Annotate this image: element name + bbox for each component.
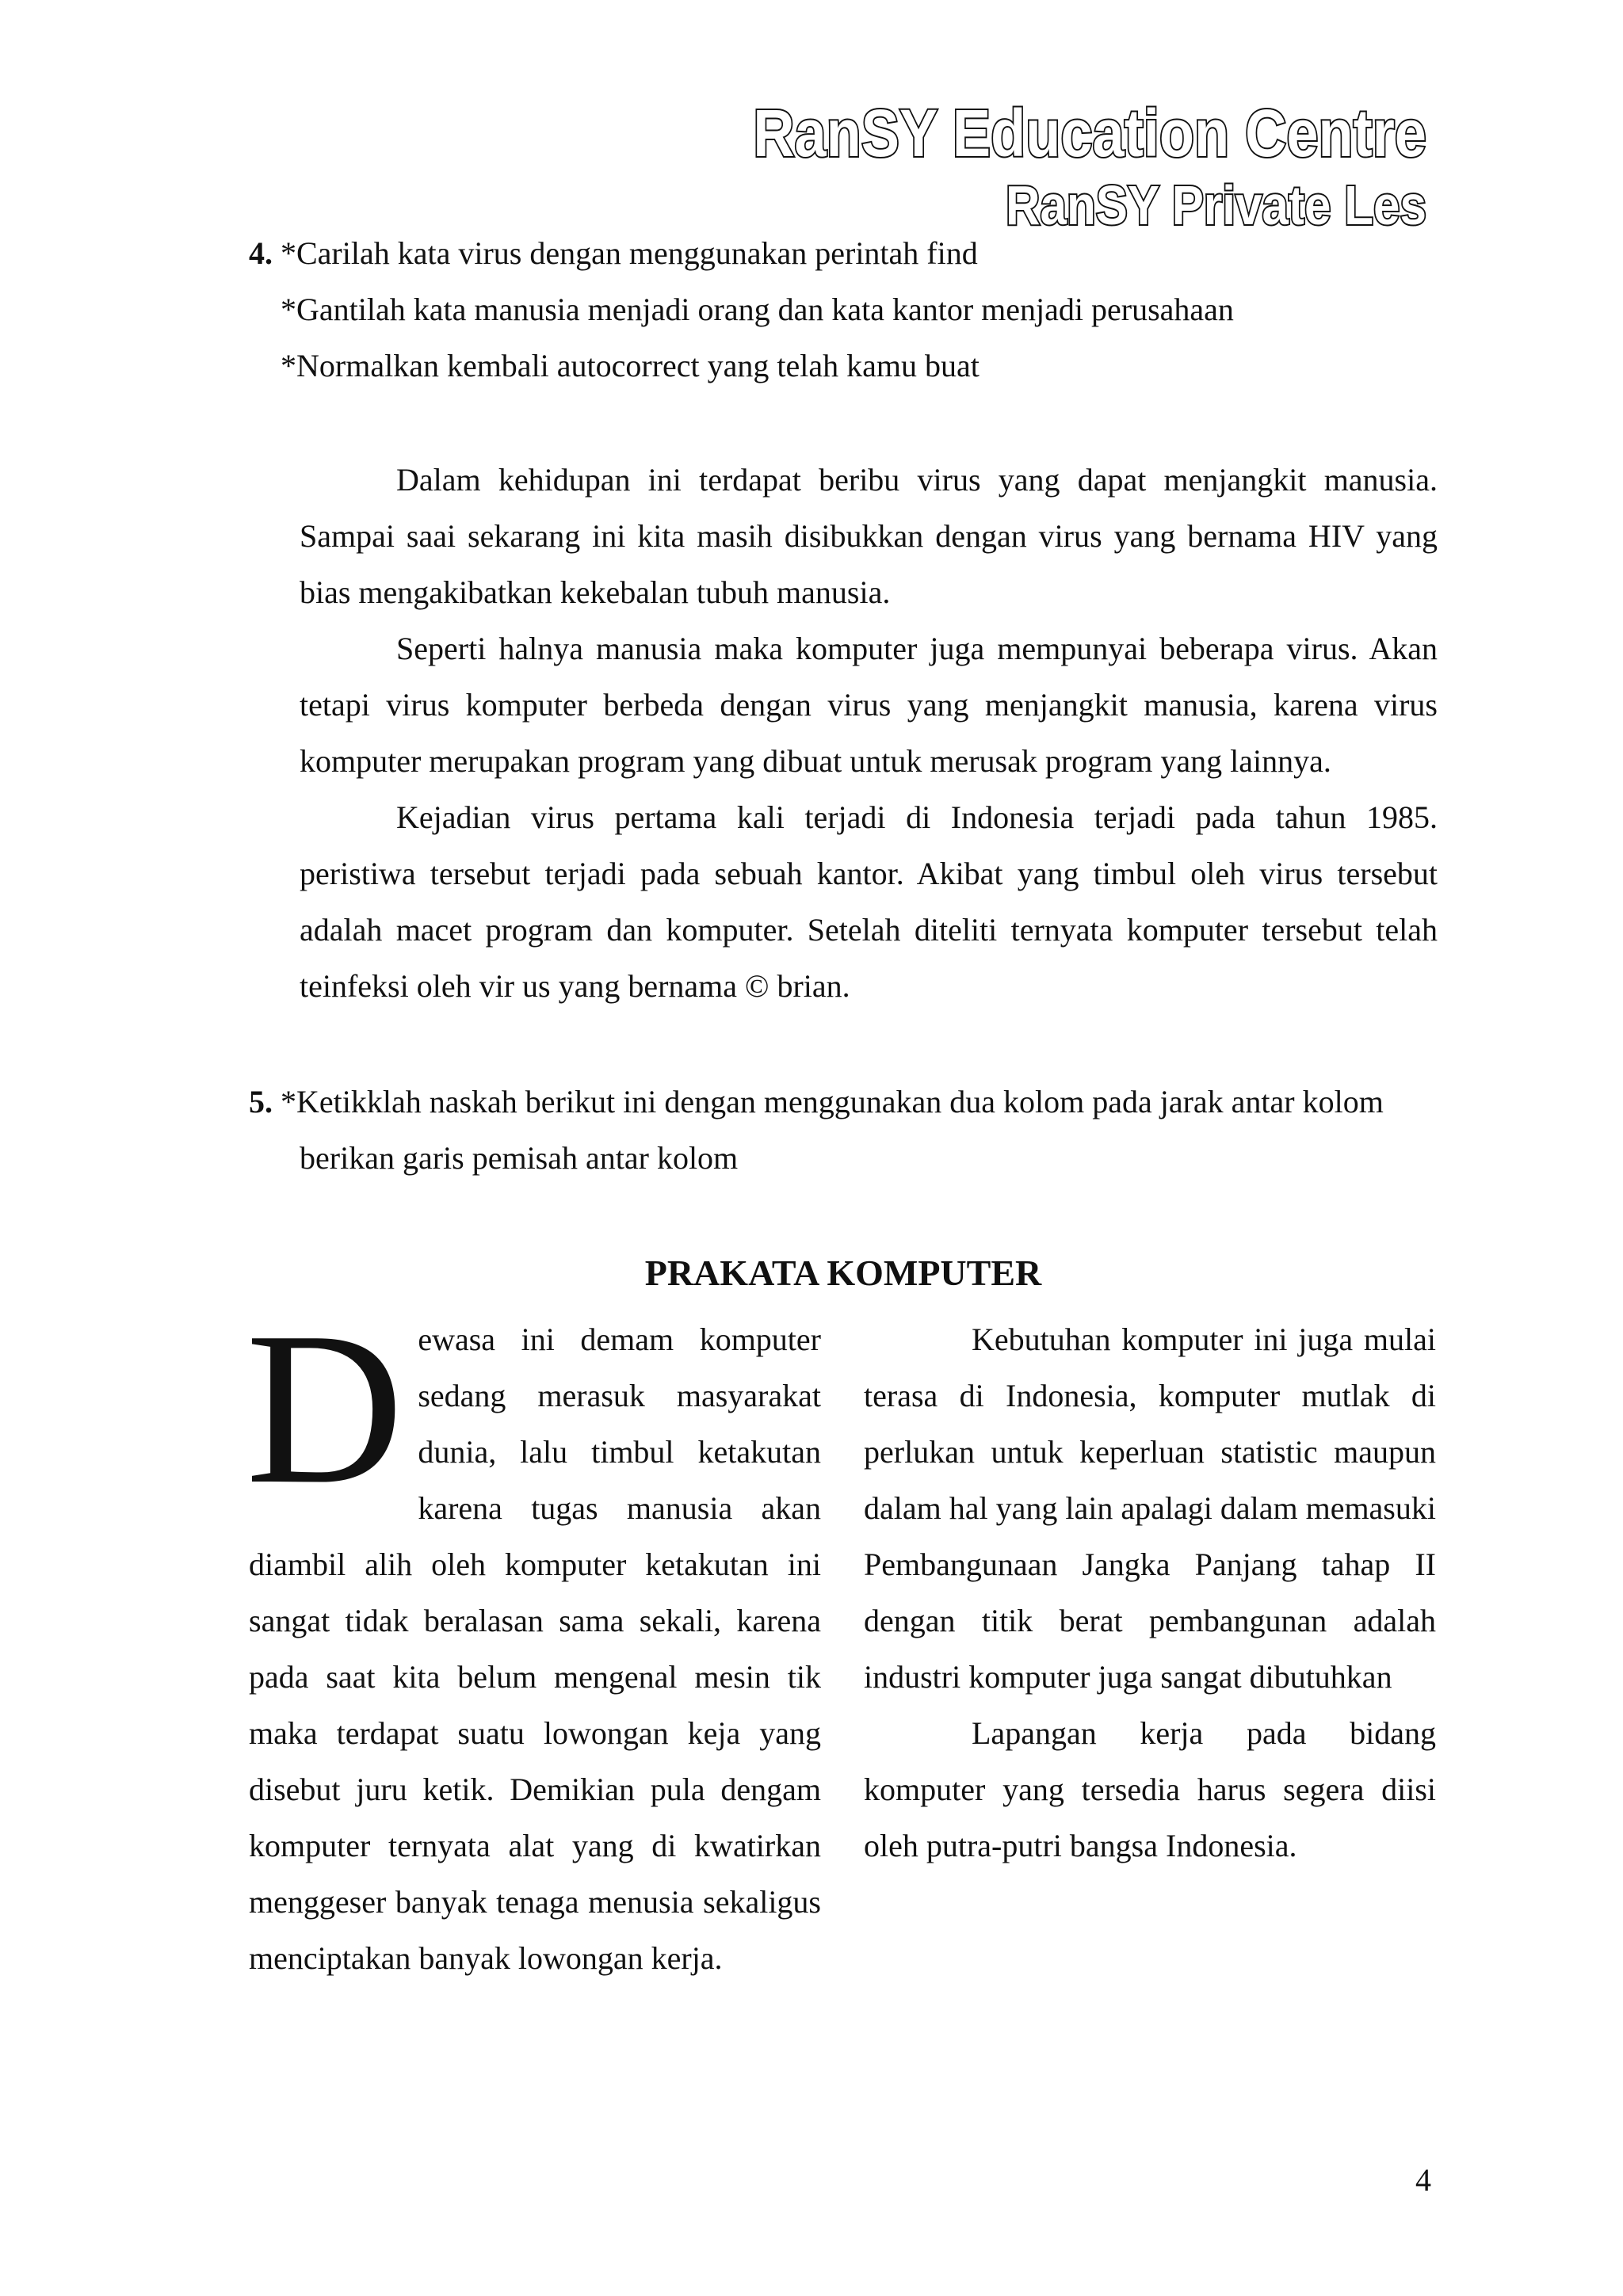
article-right-paragraph-2: Lapangan kerja pada bidang komputer yang tersedia harus segera diisi oleh putra-putri bangsa Indonesia. [864, 1715, 1436, 1863]
question-5-line-1 [249, 1074, 1438, 1130]
drop-cap: D [246, 1287, 404, 1529]
question-4-instruction-1: *Carilah kata virus dengan menggunakan perintah find [273, 235, 978, 271]
article-title: PRAKATA KOMPUTER [644, 1253, 1042, 1293]
article-right-paragraph-1: Kebutuhan komputer ini juga mulai terasa di Indonesia, komputer mutlak di perlukan untuk keperluan statistic maupun dalam hal yang lain apalagi dalam memasuki Pembangunaan Jangka Panjang tahap II dengan titik berat pembangunan adalah industri komputer juga sangat dibutuhkan [864, 1322, 1436, 1695]
question-4-instruction-3: *Normalkan kembali autocorrect yang telah kamu buat [281, 348, 980, 383]
header-title: RanSY Education Centre [753, 96, 1426, 170]
question-5-number: 5. [249, 1084, 273, 1119]
header-logo [643, 93, 1426, 238]
question-4-line-1 [249, 225, 1438, 281]
question-5 [249, 1074, 1438, 1186]
header-subtitle: RanSY Private Les [1006, 174, 1426, 236]
question-5-instruction: *Ketikklah naskah berikut ini dengan menggunakan dua kolom pada jarak antar kolom [273, 1084, 1384, 1119]
passage-paragraph-3: Kejadian virus pertama kali terjadi di Indonesia terjadi pada tahun 1985. peristiwa tersebut terjadi pada sebuah kantor. Akibat yang timbul oleh virus tersebut adalah macet program dan komputer. Setelah diteliti ternyata komputer tersebut telah teinfeksi oleh vir us yang bernama © brian. [300, 799, 1438, 1004]
question-4 [249, 225, 1438, 394]
article-left-column [246, 1287, 821, 1986]
article-left-text: ewasa ini demam komputer sedang merasuk masyarakat dunia, lalu timbul ketakutan karena tugas manusia akan diambil alih oleh komputer ketakutan ini sangat tidak beralasan sama sekali, karena pada saat kita belum mengenal mesin tik maka terdapat suatu lowongan keja yang disebut juru ketik. Demikian pula dengam komputer ternyata alat yang di kwatirkan menggeser banyak tenaga menusia sekaligus menciptakan banyak lowongan kerja. [249, 1322, 821, 1976]
question-4-instruction-2: *Gantilah kata manusia menjadi orang dan kata kantor menjadi perusahaan [281, 292, 1234, 327]
question-4-number: 4. [249, 235, 273, 271]
article-left-paragraph [246, 1287, 821, 1986]
article-right-column [864, 1311, 1436, 1874]
passage [300, 452, 1438, 1014]
passage-paragraph-2: Seperti halnya manusia maka komputer juga mempunyai beberapa virus. Akan tetapi virus komputer berbeda dengan virus yang menjangkit manusia, karena virus komputer merupakan program yang dibuat untuk merusak program yang lainnya. [300, 631, 1438, 779]
question-5-instruction-continued: berikan garis pemisah antar kolom [300, 1140, 739, 1176]
passage-paragraph-1: Dalam kehidupan ini terdapat beribu virus yang dapat menjangkit manusia. Sampai saai sekarang ini kita masih disibukkan dengan virus yang bernama HIV yang bias mengakibatkan kekebalan tubuh manusia. [300, 462, 1438, 610]
page-number: 4 [1415, 2162, 1431, 2198]
